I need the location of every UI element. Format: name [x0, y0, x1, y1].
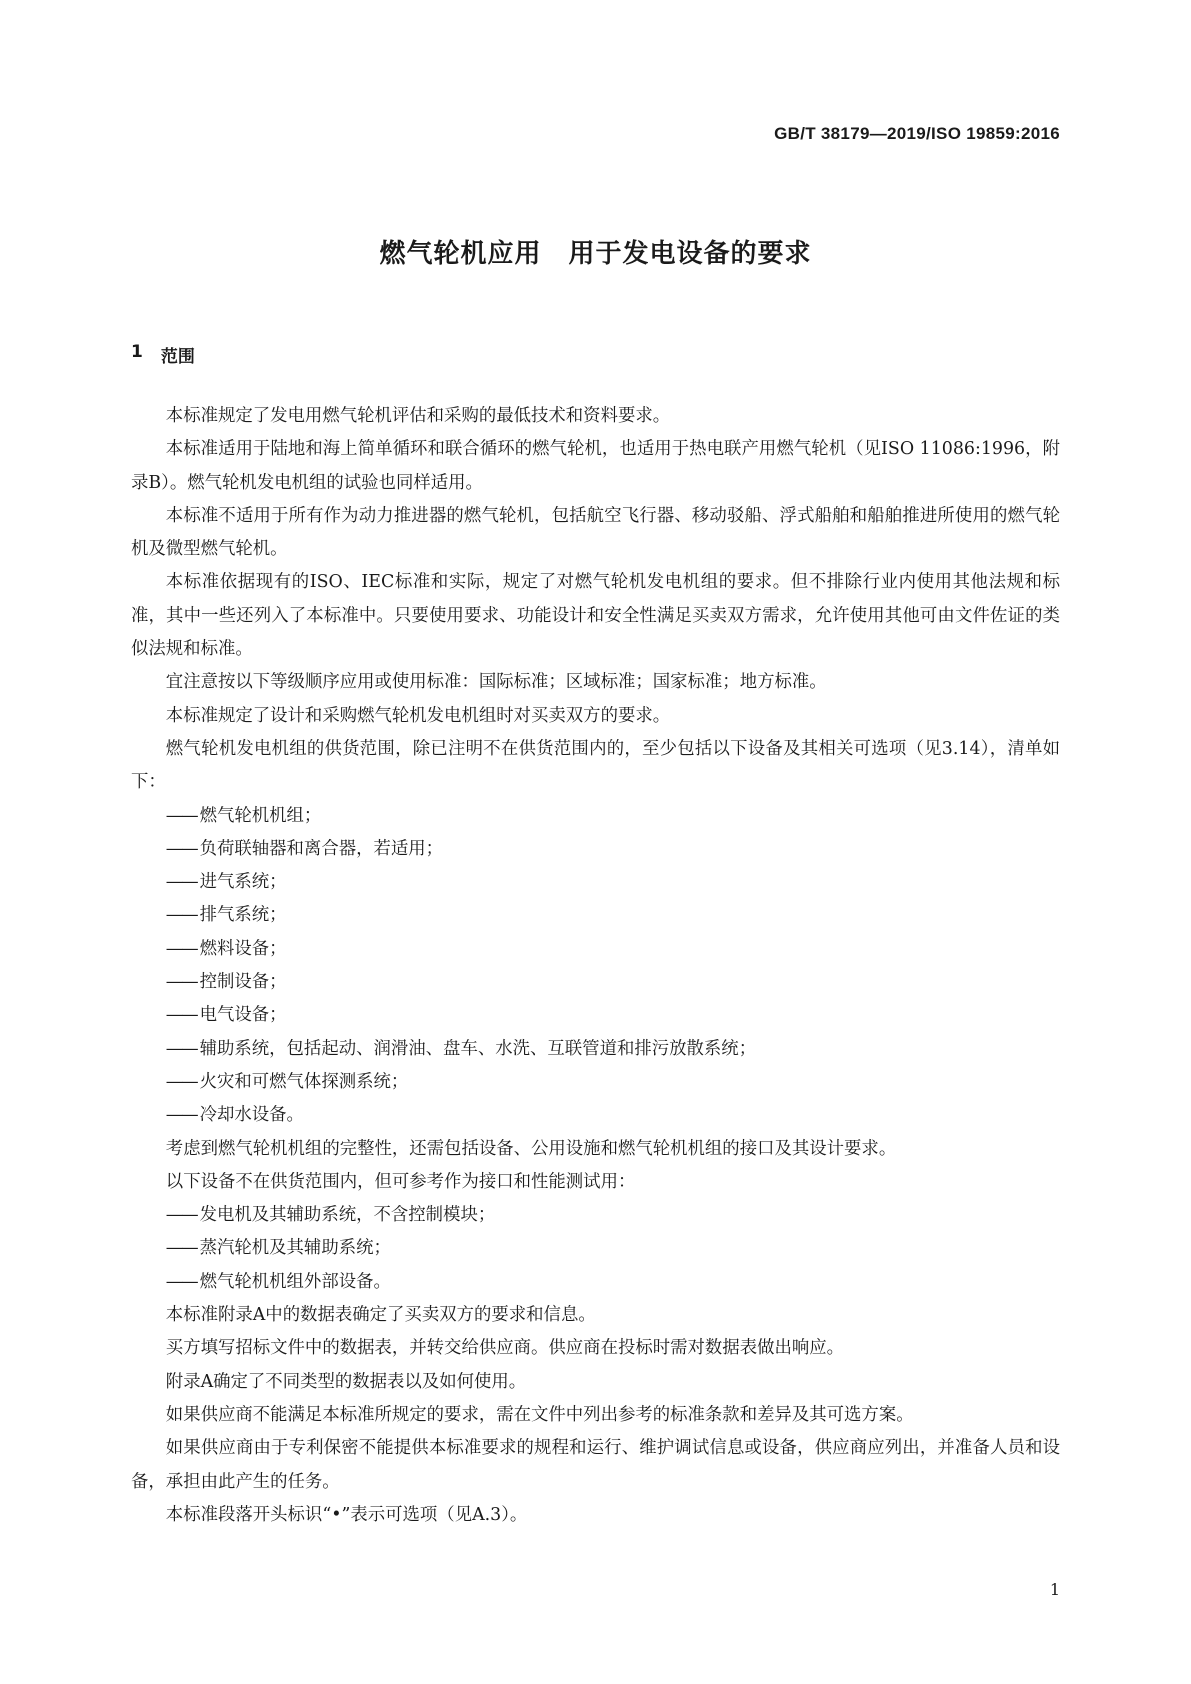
list-item [131, 1199, 1060, 1232]
paragraph: 以下设备不在供货范围内，但可参考作为接口和性能测试用： [165, 1171, 636, 1192]
paragraph: 本标准规定了设计和采购燃气轮机发电机组时对买卖双方的要求。 [165, 705, 671, 726]
list-marker: —— [165, 1038, 197, 1059]
paragraph: 附录A确定了不同类型的数据表以及如何使用。 [165, 1371, 527, 1392]
list-marker: —— [165, 1005, 197, 1026]
list-item [131, 899, 1060, 932]
list-item [131, 933, 1060, 966]
list-item-text: 电气设备； [199, 1005, 287, 1026]
paragraph: 考虑到燃气轮机机组的完整性，还需包括设备、公用设施和燃气轮机机组的接口及其设计要求。 [165, 1138, 897, 1159]
list-item [131, 833, 1060, 866]
list-item-text: 负荷联轴器和离合器，若适用； [199, 838, 444, 859]
list-marker: —— [165, 972, 197, 993]
list-marker: —— [165, 938, 197, 959]
page-number: 1 [1049, 1580, 1060, 1599]
list-item [131, 1099, 1060, 1132]
list-marker: —— [165, 1205, 197, 1226]
list-item-text: 火灾和可燃气体探测系统； [199, 1071, 409, 1092]
section-heading [131, 342, 195, 367]
list-marker: —— [165, 872, 197, 893]
list-item [131, 1266, 1060, 1299]
paragraph: 买方填写招标文件中的数据表，并转交给供应商。供应商在投标时需对数据表做出响应。 [165, 1338, 845, 1359]
list-marker: —— [165, 1105, 197, 1126]
list-item [131, 999, 1060, 1032]
list-item [131, 866, 1060, 899]
list-item-text: 冷却水设备。 [199, 1105, 304, 1126]
list-marker: —— [165, 905, 197, 926]
paragraph: 宜注意按以下等级顺序应用或使用标准：国际标准；区域标准；国家标准；地方标准。 [165, 672, 827, 693]
document-body [131, 400, 1060, 1532]
list-item [131, 966, 1060, 999]
list-item-text: 蒸汽轮机及其辅助系统； [199, 1238, 391, 1259]
section-number: 1 [131, 342, 143, 362]
list-item-text: 进气系统； [199, 872, 287, 893]
list-item [131, 800, 1060, 833]
paragraph: 本标准规定了发电用燃气轮机评估和采购的最低技术和资料要求。 [165, 406, 671, 426]
list-item [131, 1066, 1060, 1099]
list-marker: —— [165, 1271, 197, 1292]
paragraph: 本标准附录A中的数据表确定了买卖双方的要求和信息。 [165, 1305, 596, 1326]
paragraph: 如果供应商不能满足本标准所规定的要求，需在文件中列出参考的标准条款和差异及其可选方案。 [165, 1404, 914, 1425]
paragraph: 本标准适用于陆地和海上简单循环和联合循环的燃气轮机，也适用于热电联产用燃气轮机（见ISO 11086:1996，附录B）。燃气轮机发电机组的试验也同样适用。 [131, 439, 1060, 493]
document-title: 燃气轮机应用 用于发电设备的要求 [379, 239, 812, 269]
section-title: 范围 [160, 347, 195, 367]
list-item [131, 1033, 1060, 1066]
list-marker: —— [165, 805, 197, 826]
list-item-text: 控制设备； [199, 972, 287, 993]
paragraph: 本标准不适用于所有作为动力推进器的燃气轮机，包括航空飞行器、移动驳船、浮式船舶和船舶推进所使用的燃气轮机及微型燃气轮机。 [131, 505, 1060, 560]
list-item [131, 1232, 1060, 1265]
list-item-text: 燃气轮机机组； [199, 805, 322, 826]
list-item-text: 燃气轮机机组外部设备。 [199, 1271, 391, 1292]
list-item-text: 燃料设备； [199, 938, 287, 959]
paragraph: 燃气轮机发电机组的供货范围，除已注明不在供货范围内的，至少包括以下设备及其相关可选项（见3.14），清单如下： [131, 738, 1060, 793]
paragraph: 本标准段落开头标识“•”表示可选项（见A.3）。 [165, 1504, 528, 1525]
list-item-text: 发电机及其辅助系统，不含控制模块； [199, 1205, 496, 1226]
list-item-text: 辅助系统，包括起动、润滑油、盘车、水洗、互联管道和排污放散系统； [199, 1038, 757, 1059]
list-marker: —— [165, 838, 197, 859]
paragraph: 本标准依据现有的ISO、IEC标准和实际，规定了对燃气轮机发电机组的要求。但不排除行业内使用其他法规和标准，其中一些还列入了本标准中。只要使用要求、功能设计和安全性满足买卖双方需求，允许使用其他可由文件佐证的类似法规和标准。 [131, 572, 1060, 660]
list-marker: —— [165, 1238, 197, 1259]
standard-code: GB/T 38179—2019/ISO 19859:2016 [774, 124, 1060, 143]
list-item-text: 排气系统； [199, 905, 287, 926]
paragraph: 如果供应商由于专利保密不能提供本标准要求的规程和运行、维护调试信息或设备，供应商应列出，并准备人员和设备，承担由此产生的任务。 [131, 1438, 1060, 1492]
list-marker: —— [165, 1071, 197, 1092]
